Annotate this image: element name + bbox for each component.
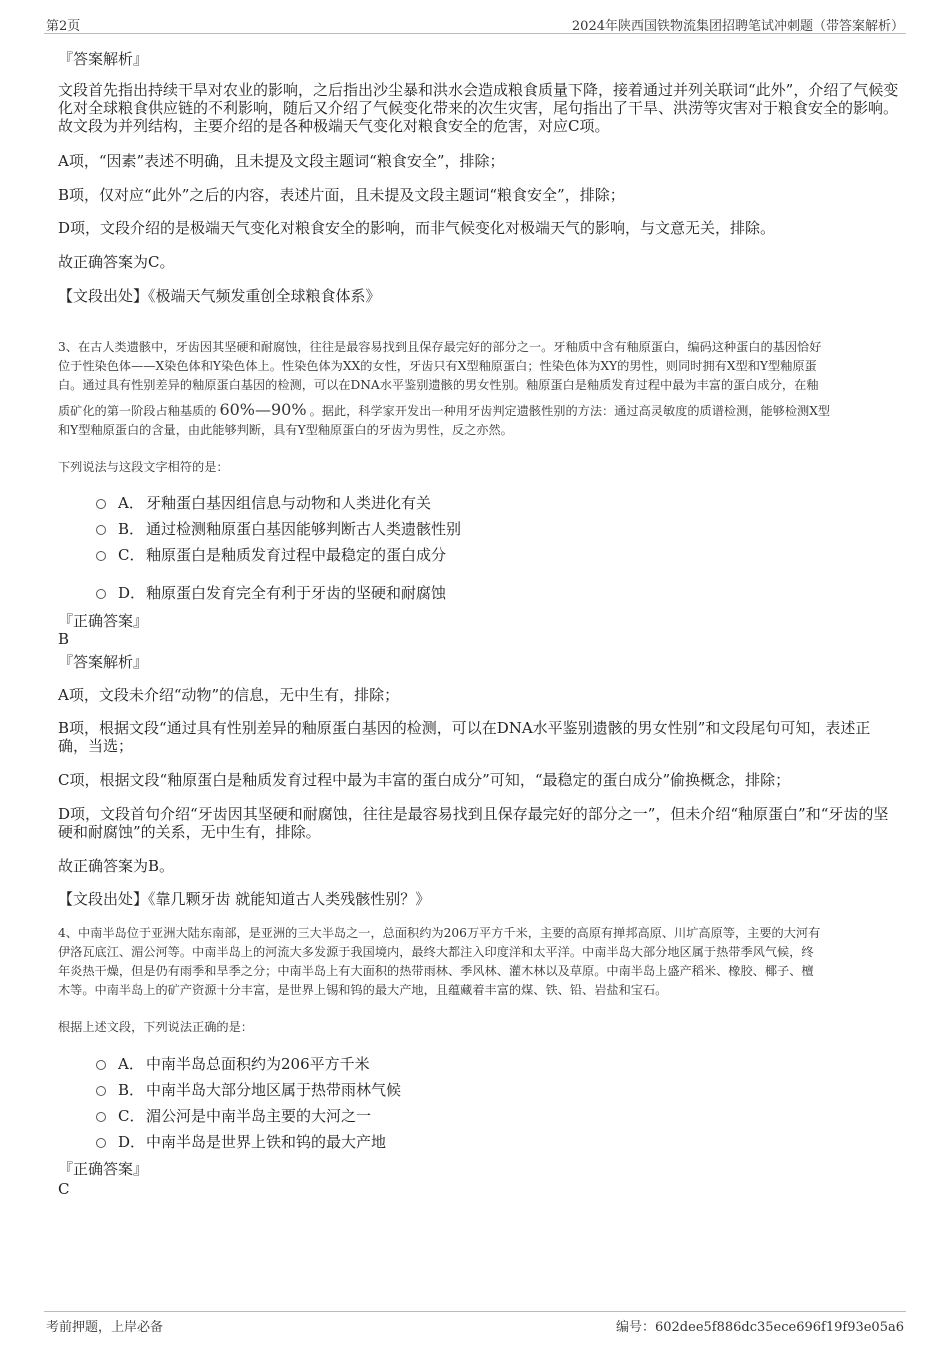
q3-passage-line: 位于性染色体——X染色体和Y染色体上。性染色体为XX的女性，牙齿只有X型釉原蛋白；性染色体为XY的男性，则同时拥有X型和Y型釉原蛋: [58, 359, 817, 373]
q3-passage: [58, 338, 900, 440]
q2-analysis-label: 『答案解析』: [58, 50, 149, 68]
radio-icon[interactable]: [96, 1060, 106, 1070]
q3-analysis-c: C项，根据文段“釉原蛋白是釉质发育过程中最为丰富的蛋白成分”可知，“最稳定的蛋白成分”偷换概念，排除；: [58, 771, 791, 789]
q3-passage-text: 质矿化的第一阶段占釉基质的: [58, 404, 217, 418]
q2-analysis-text: 文段首先指出持续干旱对农业的影响，之后指出沙尘暴和洪水会造成粮食质量下降，接着通过并列关联词“此外”，介绍了气候变化对全球粮食供应链的不利影响，随后又介绍了气候变化带来的次生灾害，尾句指出了干旱、洪涝等灾害对于粮食安全的影响。故文段为并列结构，主要介绍的是各种极端天气变化对粮食安全的危害，对应C项。: [58, 81, 899, 135]
q2-analysis-b: B项，仅对应“此外”之后的内容，表述片面，且未提及文段主题词“粮食安全”，排除；: [58, 186, 625, 204]
q3-conclusion: 故正确答案为B。: [58, 857, 175, 875]
q4-option-a[interactable]: A． 中南半岛总面积约为206平方千米: [96, 1054, 370, 1074]
q4-option-b[interactable]: B． 中南半岛大部分地区属于热带雨林气候: [96, 1080, 401, 1100]
q3-passage-line: [58, 400, 900, 421]
q4-passage-line: 伊洛瓦底江、湄公河等。中南半岛上的河流大多发源于我国境内，最终大都注入印度洋和太平洋。中南半岛大部分地区属于热带季风气候，终: [58, 945, 814, 959]
radio-icon[interactable]: [96, 589, 106, 599]
q4-passage-line: 年炎热干燥，但是仍有雨季和旱季之分；中南半岛上有大面积的热带雨林、季风林、灌木林以及草原。中南半岛上盛产稻米、橡胶、椰子、檀: [58, 964, 814, 978]
radio-icon[interactable]: [96, 499, 106, 509]
q3-analysis-d: D项，文段首句介绍“牙齿因其坚硬和耐腐蚀，往往是最容易找到且保存最完好的部分之一”，但未介绍“釉原蛋白”和“牙齿的坚硬和耐腐蚀”的关系，无中生有，排除。: [58, 805, 889, 841]
option-text: 牙釉蛋白基因组信息与动物和人类进化有关: [146, 494, 432, 512]
q3-passage-line: 3、在古人类遗骸中，牙齿因其坚硬和耐腐蚀，往往是最容易找到且保存最完好的部分之一。牙釉质中含有釉原蛋白，编码这种蛋白的基因恰好: [58, 340, 822, 354]
q2-analysis-a: A项，“因素”表述不明确，且未提及文段主题词“粮食安全”，排除；: [58, 152, 505, 170]
q2-conclusion: 故正确答案为C。: [58, 253, 175, 271]
option-text: 釉原蛋白是釉质发育过程中最稳定的蛋白成分: [146, 546, 447, 564]
radio-icon[interactable]: [96, 525, 106, 535]
q3-passage-line: 白。通过具有性别差异的釉原蛋白基因的检测，可以在DNA水平鉴别遗骸的男女性别。釉原蛋白是釉质发育过程中最为丰富的蛋白成分，在釉: [58, 378, 819, 392]
q4-passage-line: 4、中南半岛位于亚洲大陆东南部，是亚洲的三大半岛之一，总面积约为206万平方千米，主要的高原有掸邦高原、川圹高原等，主要的大河有: [58, 926, 821, 940]
q4-option-d[interactable]: D．中南半岛是世界上铁和钨的最大产地: [96, 1132, 386, 1152]
q3-analysis-a: A项，文段未介绍“动物”的信息，无中生有，排除；: [58, 686, 400, 704]
document-title: 2024年陕西国铁物流集团招聘笔试冲刺题（带答案解析）: [571, 19, 904, 34]
q4-question: 根据上述文段，下列说法正确的是：: [58, 1020, 253, 1034]
option-text: 釉原蛋白发育完全有利于牙齿的坚硬和耐腐蚀: [146, 584, 447, 602]
q3-source: 【文段出处】《靠几颗牙齿 就能知道古人类残骸性别？》: [58, 890, 431, 908]
q3-option-b[interactable]: B． 通过检测釉原蛋白基因能够判断古人类遗骸性别: [96, 519, 461, 539]
q4-passage-line: 木等。中南半岛上的矿产资源十分丰富，是世界上锡和钨的最大产地，且蕴藏着丰富的煤、铁、铅、岩盐和宝石。: [58, 983, 668, 997]
q2-source: 【文段出处】《极端天气频发重创全球粮食体系》: [58, 287, 381, 305]
page-header: [44, 13, 906, 34]
q2-analysis-d: D项，文段介绍的是极端天气变化对粮食安全的影响，而非气候变化对极端天气的影响，与文意无关，排除。: [58, 219, 776, 237]
option-text: 中南半岛总面积约为206平方千米: [146, 1055, 370, 1073]
q3-percent-range: 60%—90%: [219, 400, 307, 419]
q4-answer: C: [58, 1180, 70, 1198]
q3-analysis-b: B项，根据文段“通过具有性别差异的釉原蛋白基因的检测，可以在DNA水平鉴别遗骸的男女性别”和文段尾句可知，表述正确，当选；: [58, 719, 871, 755]
radio-icon[interactable]: [96, 1112, 106, 1122]
q4-option-c[interactable]: C． 湄公河是中南半岛主要的大河之一: [96, 1106, 371, 1126]
page-footer: [44, 1311, 906, 1336]
document-id: 编号：602dee5f886dc35ece696f19f93e05a6: [615, 1320, 904, 1335]
q3-option-c[interactable]: C． 釉原蛋白是釉质发育过程中最稳定的蛋白成分: [96, 545, 446, 565]
q3-answer: B: [58, 630, 70, 648]
option-text: 湄公河是中南半岛主要的大河之一: [146, 1107, 372, 1125]
footer-slogan: 考前押题，上岸必备: [46, 1320, 164, 1335]
q3-question: 下列说法与这段文字相符的是：: [58, 460, 229, 474]
q4-answer-label: 『正确答案』: [58, 1160, 149, 1178]
option-text: 中南半岛大部分地区属于热带雨林气候: [146, 1081, 402, 1099]
option-text: 通过检测釉原蛋白基因能够判断古人类遗骸性别: [146, 520, 462, 538]
page-number: 第2页: [46, 19, 81, 34]
q3-passage-line: 和Y型釉原蛋白的含量，由此能够判断，具有Y型釉原蛋白的牙齿为男性，反之亦然。: [58, 423, 513, 437]
q3-option-a[interactable]: A． 牙釉蛋白基因组信息与动物和人类进化有关: [96, 493, 431, 513]
radio-icon[interactable]: [96, 1138, 106, 1148]
q3-passage-text: 。据此，科学家开发出一种用牙齿判定遗骸性别的方法：通过高灵敏度的质谱检测，能够检测X型: [309, 404, 831, 418]
q3-option-d[interactable]: D．釉原蛋白发育完全有利于牙齿的坚硬和耐腐蚀: [96, 583, 446, 603]
q3-answer-label: 『正确答案』: [58, 612, 149, 630]
radio-icon[interactable]: [96, 1086, 106, 1096]
radio-icon[interactable]: [96, 551, 106, 561]
q4-passage: [58, 924, 900, 1000]
q3-analysis-label: 『答案解析』: [58, 653, 149, 671]
option-text: 中南半岛是世界上铁和钨的最大产地: [146, 1133, 387, 1151]
